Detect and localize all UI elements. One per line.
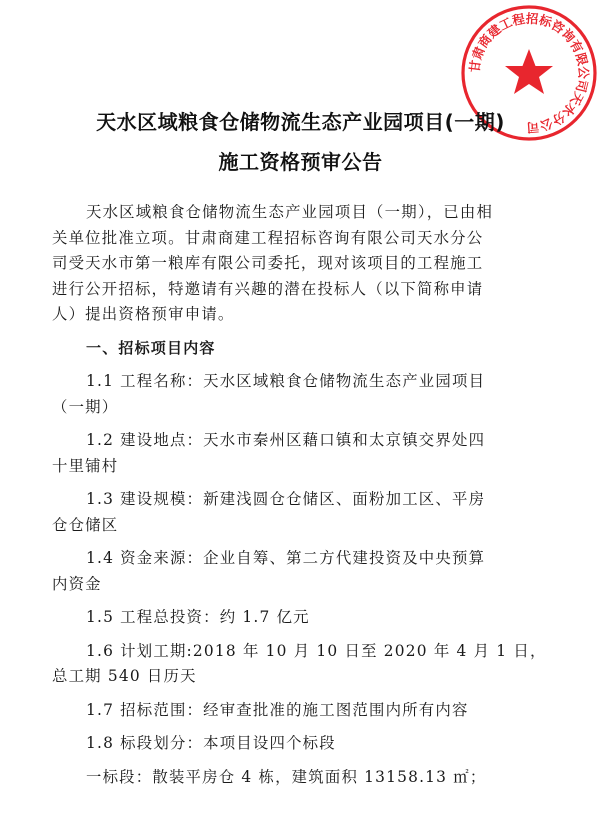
item-line: 十里铺村 [52, 456, 119, 475]
item-line: 1.1 工程名称：天水区域粮食仓储物流生态产业园项目 [86, 372, 486, 390]
intro-line: 人）提出资格预审申请。 [52, 305, 235, 323]
intro-line: 天水区域粮食仓储物流生态产业园项目（一期），已由相 [86, 203, 494, 221]
item-line: 1.4 资金来源：企业自筹、第二方代建投资及中央预算 [86, 549, 486, 567]
item-line: 1.5 工程总投资：约 1.7 亿元 [86, 608, 310, 626]
intro-line: 进行公开招标，特邀请有兴趣的潜在投标人（以下简称申请 [52, 279, 484, 298]
section-heading: 一、招标项目内容 [86, 338, 216, 357]
announcement-body [52, 200, 552, 790]
item-line: 1.6 计划工期:2018 年 10 月 10 日至 2020 年 4 月 1 日， [86, 641, 547, 660]
item-line: 仓仓储区 [52, 515, 119, 534]
item-line: 一标段：散装平房仓 4 栋，建筑面积 13158.13 ㎡； [86, 767, 487, 786]
item-line: （一期） [52, 397, 119, 416]
seal-star-icon [505, 49, 553, 94]
seal-ring-text: 甘肃商建工程招标咨询有限公司天水分公司 [466, 10, 592, 136]
item-line: 1.3 建设规模：新建浅圆仓仓储区、面粉加工区、平房 [86, 490, 486, 508]
page-subtitle: 施工资格预审公告 [218, 150, 383, 174]
intro-line: 司受天水市第一粮库有限公司委托，现对该项目的工程施工 [52, 254, 484, 272]
item-line: 1.7 招标范围：经审查批准的施工图范围内所有内容 [86, 700, 469, 719]
intro-line: 关单位批准立项。甘肃商建工程招标咨询有限公司天水分公 [52, 228, 484, 247]
page-title: 天水区域粮食仓储物流生态产业园项目(一期) [96, 110, 505, 134]
item-line: 内资金 [52, 574, 102, 593]
item-line: 1.2 建设地点：天水市秦州区藉口镇和太京镇交界处四 [86, 431, 486, 449]
item-line: 1.8 标段划分：本项目设四个标段 [86, 734, 336, 752]
item-line: 总工期 540 日历天 [52, 667, 197, 685]
